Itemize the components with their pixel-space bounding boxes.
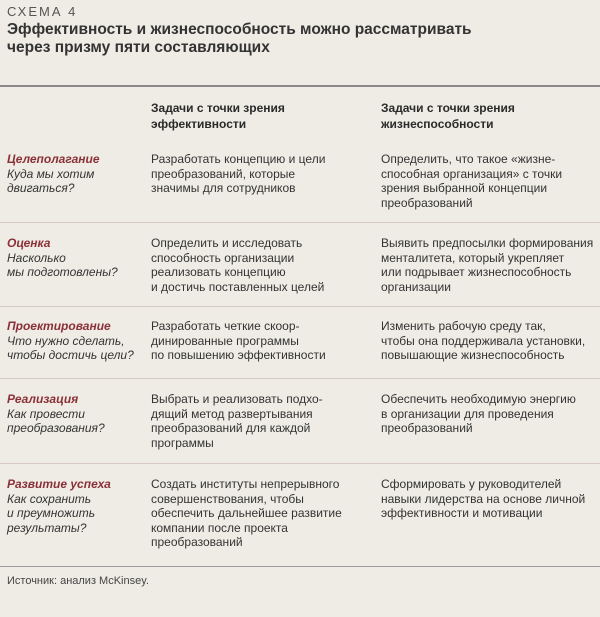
row-question: Куда мы хотим двигаться? <box>7 166 95 195</box>
figure-header <box>7 4 593 57</box>
header-rule <box>0 85 600 87</box>
figure-title: Эффективность и жизнеспособность можно рассматривать через призму пяти составляющих <box>7 21 472 56</box>
efficiency-cell: Создать институты непрерывного совершенствования, чтобы обеспечить дальнейшее развитие компании после проекта преобразований <box>151 477 342 549</box>
efficiency-cell: Определить и исследовать способность организации реализовать концепцию и достичь поставленных целей <box>151 236 325 294</box>
row-label <box>7 392 142 436</box>
row-divider <box>0 378 600 379</box>
efficiency-cell: Разработать четкие скоор- динированные программы по повышению эффективности <box>151 319 326 362</box>
column-header-efficiency: Задачи с точки зрения эффективности <box>151 101 285 131</box>
row-category: Развитие успеха <box>7 477 111 491</box>
footer-rule <box>0 566 600 567</box>
row-divider <box>0 306 600 307</box>
column-header-viability: Задачи с точки зрения жизнеспособности <box>381 101 515 131</box>
viability-cell: Определить, что такое «жизне- способная организация» с точки зрения выбранной концепции преобразований <box>381 152 563 210</box>
viability-cell: Сформировать у руководителей навыки лидерства на основе личной эффективности и мотивации <box>381 477 586 520</box>
viability-cell: Обеспечить необходимую энергию в организации для проведения преобразований <box>381 392 576 435</box>
row-divider <box>0 463 600 464</box>
row-category: Оценка <box>7 236 51 250</box>
row-label <box>7 152 142 196</box>
row-question: Как провести преобразования? <box>7 406 105 435</box>
efficiency-cell: Выбрать и реализовать подхо- дящий метод развертывания преобразований для каждой программы <box>151 392 323 450</box>
row-category: Целеполагание <box>7 152 100 166</box>
efficiency-cell: Разработать концепцию и цели преобразований, которые значимы для сотрудников <box>151 152 326 195</box>
source-note: Источник: анализ McKinsey. <box>7 575 149 587</box>
viability-cell: Выявить предпосылки формирования менталитета, который укрепляет или подрывает жизнеспособность организации <box>381 236 594 294</box>
row-question: Насколько мы подготовлены? <box>7 250 118 279</box>
row-label <box>7 477 142 535</box>
viability-cell: Изменить рабочую среду так, чтобы она поддерживала установки, повышающие жизнеспособность <box>381 319 586 362</box>
row-label <box>7 236 142 280</box>
figure-kicker: СХЕМА 4 <box>7 4 78 19</box>
row-label <box>7 319 142 363</box>
row-category: Проектирование <box>7 319 111 333</box>
row-category: Реализация <box>7 392 79 406</box>
row-divider <box>0 222 600 223</box>
row-question: Как сохранить и преумножить результаты? <box>7 491 96 535</box>
row-question: Что нужно сделать, чтобы достичь цели? <box>7 333 134 362</box>
